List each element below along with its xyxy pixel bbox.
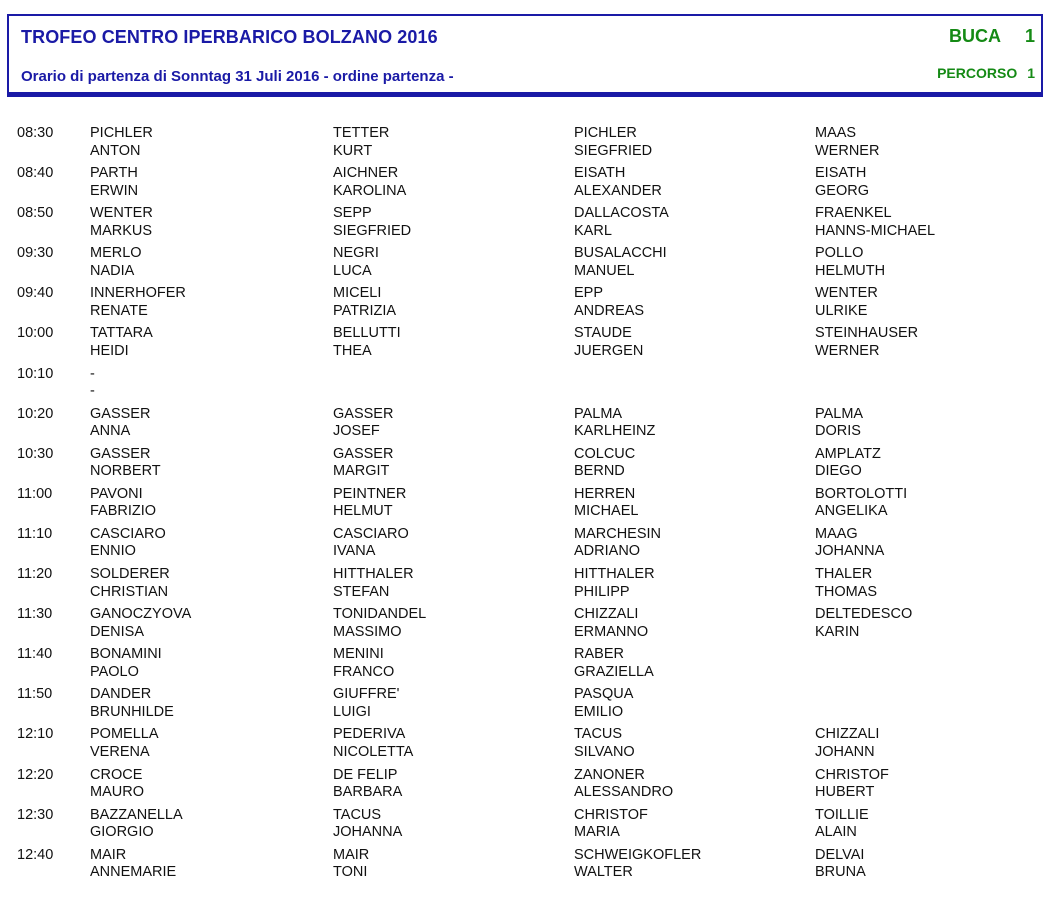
player-entry (90, 646, 162, 681)
player-last-name: INNERHOFER (90, 285, 186, 302)
player-entry (574, 245, 667, 280)
player-first-name: MASSIMO (333, 623, 402, 640)
player-first-name: HUBERT (815, 784, 875, 800)
player-entry (90, 125, 153, 160)
player-entry (815, 726, 879, 761)
tee-time-row (17, 767, 1047, 807)
course-label: PERCORSO (937, 65, 1018, 81)
player-entry (90, 325, 153, 360)
player-entry (815, 847, 866, 882)
player-first-name: EMILIO (574, 703, 624, 720)
player-last-name: BELLUTTI (333, 325, 401, 342)
player-entry (333, 526, 409, 561)
player-first-name: IVANA (333, 543, 376, 560)
player-last-name: SOLDERER (90, 566, 170, 583)
player-first-name: ADRIANO (574, 543, 641, 560)
tee-time: 08:50 (17, 205, 54, 222)
player-last-name: POLLO (815, 245, 864, 262)
player-first-name: SIEGFRIED (574, 142, 653, 159)
player-last-name: MENINI (333, 646, 384, 663)
player-last-name: GASSER (333, 445, 394, 462)
player-last-name: STAUDE (574, 325, 632, 342)
player-first-name: ENNIO (90, 543, 136, 560)
player-entry (815, 446, 881, 481)
tee-time-row (17, 606, 1047, 646)
player-first-name: BERND (574, 463, 625, 480)
player-entry (815, 165, 869, 200)
player-first-name: NORBERT (90, 463, 161, 480)
player-last-name: ZANONER (574, 766, 645, 783)
player-last-name: AICHNER (333, 165, 399, 182)
player-entry (90, 807, 183, 842)
player-entry (90, 406, 150, 441)
tee-time: 12:40 (17, 846, 54, 863)
player-last-name: MAIR (90, 846, 127, 863)
tee-time: 10:20 (17, 405, 54, 422)
tee-time: 10:00 (17, 325, 54, 342)
player-first-name: LUIGI (333, 703, 371, 720)
player-entry (815, 245, 885, 280)
player-entry (333, 807, 402, 842)
player-last-name: PAVONI (90, 485, 143, 502)
tee-time-row (17, 325, 1047, 365)
tee-time: 09:40 (17, 285, 54, 302)
player-entry (333, 125, 389, 160)
player-first-name: ERWIN (90, 182, 139, 199)
player-first-name: PHILIPP (574, 583, 630, 600)
player-first-name: HANNS-MICHAEL (815, 222, 936, 239)
player-entry (574, 165, 662, 200)
player-last-name: TATTARA (90, 325, 153, 342)
player-entry (333, 566, 414, 601)
player-first-name: WERNER (815, 342, 880, 359)
player-first-name: PATRIZIA (333, 302, 397, 319)
player-entry (90, 165, 138, 200)
player-entry (574, 767, 673, 802)
player-entry (333, 646, 394, 681)
player-entry (815, 566, 877, 601)
player-entry (90, 606, 191, 641)
player-first-name: HELMUT (333, 503, 393, 520)
player-last-name: PICHLER (90, 125, 153, 141)
player-first-name: BRUNHILDE (90, 703, 174, 720)
player-entry (333, 486, 406, 521)
player-entry (333, 406, 393, 441)
player-last-name: EISATH (574, 165, 626, 182)
player-first-name: GEORG (815, 182, 869, 199)
tee-time-row (17, 406, 1047, 446)
player-first-name: JUERGEN (574, 342, 644, 359)
player-first-name: MANUEL (574, 262, 635, 279)
player-entry (90, 205, 153, 240)
player-last-name: GASSER (90, 405, 151, 422)
player-first-name: MARKUS (90, 222, 153, 239)
tee-time: 08:30 (17, 125, 54, 141)
player-entry (574, 726, 635, 761)
player-last-name: WENTER (815, 285, 878, 302)
player-last-name: RABER (574, 646, 624, 663)
player-entry (815, 325, 918, 360)
tee-time: 11:40 (17, 646, 53, 663)
tee-time: 12:10 (17, 726, 54, 743)
player-first-name: ERMANNO (574, 623, 649, 640)
player-first-name: VERENA (90, 743, 150, 760)
tee-time: 11:20 (17, 566, 53, 583)
player-first-name: SILVANO (574, 743, 635, 760)
player-last-name: CASCIARO (90, 525, 166, 542)
player-last-name: BORTOLOTTI (815, 485, 908, 502)
player-first-name: MARGIT (333, 463, 390, 480)
player-last-name: MAAS (815, 125, 857, 141)
player-first-name: KAROLINA (333, 182, 407, 199)
document-header (7, 14, 1043, 94)
player-last-name: PEDERIVA (333, 726, 406, 743)
player-entry (90, 285, 186, 320)
player-entry (574, 125, 652, 160)
player-first-name: WALTER (574, 864, 633, 881)
player-last-name: WENTER (90, 205, 153, 222)
player-last-name: DELTEDESCO (815, 606, 913, 623)
player-last-name: PARTH (90, 165, 138, 182)
player-entry (815, 606, 912, 641)
tee-time-row (17, 726, 1047, 766)
player-last-name: CROCE (90, 766, 143, 783)
tee-time-row (17, 125, 1047, 165)
tee-time: 11:00 (17, 485, 53, 502)
player-first-name: KARL (574, 222, 612, 239)
course-number: 1 (1027, 65, 1035, 81)
player-entry (90, 446, 161, 481)
player-last-name: HERREN (574, 485, 636, 502)
player-first-name: MARIA (574, 824, 620, 841)
player-last-name: PASQUA (574, 686, 634, 703)
player-first-name: JOHANNA (333, 824, 403, 841)
player-last-name: DE FELIP (333, 766, 398, 783)
tee-time: 12:30 (17, 806, 54, 823)
player-entry (333, 847, 369, 882)
player-entry (574, 205, 669, 240)
player-last-name: BONAMINI (90, 646, 162, 663)
player-last-name: FRAENKEL (815, 205, 892, 222)
player-first-name: ANNEMARIE (90, 864, 177, 881)
player-last-name: HITTHALER (574, 566, 655, 583)
player-last-name: PEINTNER (333, 485, 407, 502)
player-first-name: HELMUTH (815, 262, 886, 279)
player-entry (815, 486, 907, 521)
player-first-name: FABRIZIO (90, 503, 157, 520)
player-first-name: GIORGIO (90, 824, 154, 841)
player-first-name: NICOLETTA (333, 743, 414, 760)
player-first-name: ANGELIKA (815, 503, 888, 520)
player-entry (333, 606, 426, 641)
tee-time-row (17, 566, 1047, 606)
player-last-name: CHIZZALI (574, 606, 639, 623)
player-last-name: EPP (574, 285, 604, 302)
player-last-name: GASSER (90, 445, 151, 462)
player-entry (333, 726, 413, 761)
tee-time: 10:10 (17, 365, 54, 382)
player-entry (815, 767, 889, 802)
player-first-name: ANDREAS (574, 302, 645, 319)
player-last-name: GIUFFRE' (333, 686, 400, 703)
page-title: TROFEO CENTRO IPERBARICO BOLZANO 2016 (21, 27, 438, 47)
player-entry (333, 325, 401, 360)
player-first-name: GRAZIELLA (574, 663, 654, 680)
player-last-name: MICELI (333, 285, 382, 302)
tee-time-row (17, 486, 1047, 526)
player-entry (90, 686, 174, 721)
player-last-name: THALER (815, 566, 873, 583)
player-first-name: ALAIN (815, 824, 857, 841)
player-entry (574, 486, 638, 521)
player-last-name: HITTHALER (333, 566, 414, 583)
player-entry (574, 646, 654, 681)
player-entry (574, 686, 633, 721)
player-first-name: THOMAS (815, 583, 878, 600)
player-first-name: MICHAEL (574, 503, 639, 520)
player-entry (333, 446, 393, 481)
player-last-name: AMPLATZ (815, 445, 881, 462)
player-entry (333, 285, 396, 320)
player-entry (90, 847, 176, 882)
player-first-name: FRANCO (333, 663, 395, 680)
player-last-name: CHRISTOF (815, 766, 889, 783)
player-entry (333, 165, 406, 200)
player-entry (574, 325, 643, 360)
player-last-name: COLCUC (574, 445, 636, 462)
player-first-name: BARBARA (333, 784, 403, 800)
player-first-name: ANNA (90, 423, 131, 440)
player-first-name: KARLHEINZ (574, 423, 656, 440)
tee-time-row (17, 646, 1047, 686)
player-entry (574, 807, 648, 842)
player-last-name: TONIDANDEL (333, 606, 427, 623)
player-entry (574, 406, 655, 441)
tee-time-row (17, 526, 1047, 566)
tee-time: 09:30 (17, 245, 54, 262)
player-first-name: DENISA (90, 623, 144, 640)
tee-time-row (17, 686, 1047, 726)
player-entry (90, 245, 142, 280)
player-last-name: MAAG (815, 525, 858, 542)
player-entry (90, 366, 95, 401)
player-last-name: SCHWEIGKOFLER (574, 846, 702, 863)
tee-time: 11:50 (17, 686, 53, 703)
player-first-name: PAOLO (90, 663, 139, 680)
player-entry (574, 526, 661, 561)
player-last-name: CHRISTOF (574, 806, 648, 823)
player-entry (815, 125, 879, 160)
tee-time-row (17, 285, 1047, 325)
player-first-name: ALESSANDRO (574, 784, 674, 800)
player-first-name: LUCA (333, 262, 372, 279)
player-last-name: DALLACOSTA (574, 205, 669, 222)
player-last-name: CASCIARO (333, 525, 409, 542)
player-last-name: BUSALACCHI (574, 245, 667, 262)
player-last-name: MAIR (333, 846, 370, 863)
tee-time-row (17, 847, 1047, 887)
tee-time: 10:30 (17, 445, 54, 462)
player-last-name: DELVAI (815, 846, 865, 863)
hole-indicator (949, 26, 1035, 47)
tee-time-row (17, 446, 1047, 486)
player-first-name: WERNER (815, 142, 880, 159)
player-first-name: ANTON (90, 142, 141, 159)
tee-time: 11:10 (17, 525, 53, 542)
player-first-name: THEA (333, 342, 372, 359)
player-last-name: BAZZANELLA (90, 806, 183, 823)
player-first-name: RENATE (90, 302, 148, 319)
player-first-name: - (90, 383, 95, 400)
player-first-name: STEFAN (333, 583, 390, 600)
player-last-name: MARCHESIN (574, 525, 662, 542)
player-last-name: TOILLIE (815, 806, 869, 823)
player-last-name: POMELLA (90, 726, 159, 743)
hole-label: BUCA (948, 26, 1001, 46)
player-entry (90, 526, 166, 561)
player-last-name: TACUS (574, 726, 623, 743)
player-last-name: PALMA (815, 405, 864, 422)
player-first-name: HEIDI (90, 342, 129, 359)
player-last-name: SEPP (333, 205, 372, 222)
player-first-name: JOHANNA (815, 543, 885, 560)
player-first-name: ULRIKE (815, 302, 868, 319)
player-first-name: MAURO (90, 784, 144, 800)
player-last-name: NEGRI (333, 245, 379, 262)
player-entry (333, 205, 411, 240)
player-entry (574, 285, 644, 320)
tee-time: 08:40 (17, 165, 54, 182)
player-first-name: BRUNA (815, 864, 866, 881)
player-first-name: JOHANN (815, 743, 875, 760)
player-last-name: MERLO (90, 245, 142, 262)
player-first-name: JOSEF (333, 423, 380, 440)
player-last-name: TETTER (333, 125, 390, 141)
player-entry (90, 726, 159, 761)
player-entry (815, 807, 869, 842)
player-last-name: CHIZZALI (815, 726, 880, 743)
tee-time-schedule (17, 125, 1047, 887)
player-entry (574, 566, 655, 601)
player-last-name: EISATH (815, 165, 867, 182)
player-last-name: PICHLER (574, 125, 637, 141)
player-entry (815, 285, 878, 320)
player-first-name: DORIS (815, 423, 861, 440)
player-entry (574, 606, 648, 641)
player-first-name: TONI (333, 864, 368, 881)
tee-time-row (17, 205, 1047, 245)
player-entry (90, 566, 170, 601)
player-first-name: KURT (333, 142, 373, 159)
tee-time-row (17, 366, 1047, 406)
tee-time: 11:30 (17, 606, 53, 623)
player-first-name: DIEGO (815, 463, 862, 480)
course-indicator (937, 65, 1035, 81)
player-last-name: DANDER (90, 686, 152, 703)
player-first-name: SIEGFRIED (333, 222, 412, 239)
player-last-name: GASSER (333, 405, 394, 422)
player-last-name: TACUS (333, 806, 382, 823)
player-last-name: PALMA (574, 405, 623, 422)
player-entry (574, 446, 635, 481)
hole-number: 1 (1024, 26, 1035, 46)
player-entry (333, 686, 399, 721)
player-entry (815, 526, 884, 561)
player-last-name: STEINHAUSER (815, 325, 919, 342)
player-entry (333, 245, 379, 280)
player-entry (574, 847, 701, 882)
player-last-name: GANOCZYOVA (90, 606, 192, 623)
player-entry (815, 406, 863, 441)
player-entry (333, 767, 402, 802)
player-entry (815, 205, 935, 240)
player-first-name: KARIN (815, 623, 860, 640)
player-first-name: NADIA (90, 262, 135, 279)
tee-time-row (17, 245, 1047, 285)
player-first-name: CHRISTIAN (90, 583, 169, 600)
tee-time-row (17, 807, 1047, 847)
player-last-name: - (90, 365, 95, 382)
tee-time: 12:20 (17, 766, 54, 783)
tee-time-row (17, 165, 1047, 205)
page-subtitle: Orario di partenza di Sonntag 31 Juli 2016 - ordine partenza - (21, 68, 454, 85)
player-entry (90, 767, 144, 802)
player-first-name: ALEXANDER (574, 182, 662, 199)
player-entry (90, 486, 156, 521)
